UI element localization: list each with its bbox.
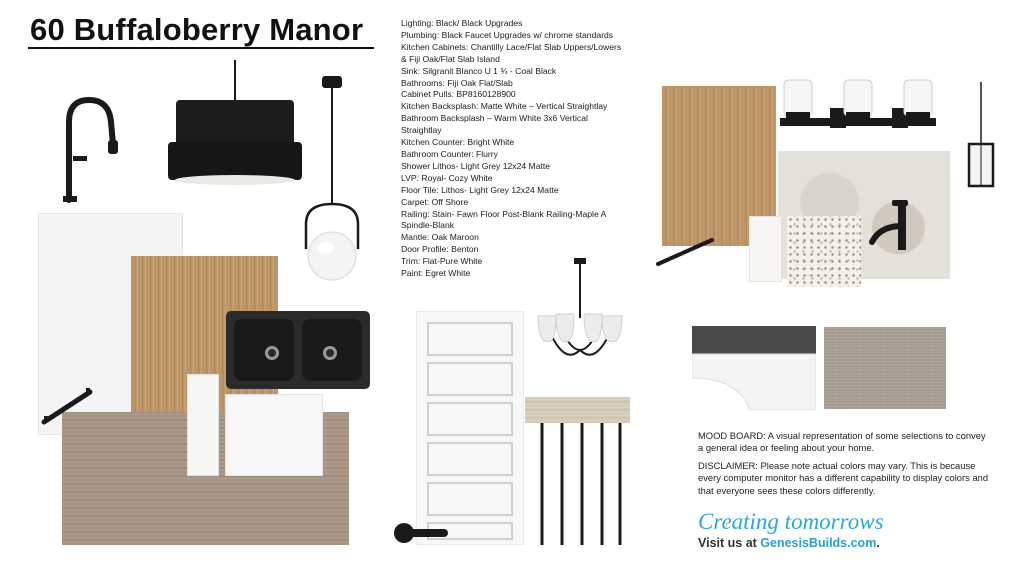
selection-item: Railing: Stain- Fawn Floor Post-Blank Railing-Maple A Spindle-Blank <box>401 208 606 231</box>
cabinet-pull-icon <box>38 384 96 428</box>
selection-item: Carpet: Off Shore <box>401 196 469 207</box>
warm-white-backsplash-swatch <box>749 216 782 282</box>
notes-block <box>698 430 990 502</box>
selection-item: Lighting: Black/ Black Upgrades <box>401 18 523 28</box>
selection-item: Shower Lithos- Light Grey 12x24 Matte <box>401 160 551 171</box>
selection-item: Kitchen Backsplash: Matte White – Vertical Straightlay <box>401 101 608 112</box>
selection-item: Bathroom Counter: Flurry <box>401 148 498 159</box>
selection-item: Trim: Flat-Pure White <box>401 256 483 267</box>
visit-prefix: Visit us at <box>698 536 761 550</box>
white-counter-swatch <box>225 394 323 476</box>
brand-tagline: Creating tomorrows <box>698 509 884 534</box>
mini-pendant-light-icon <box>966 82 996 188</box>
selection-item: LVP: Royal- Cozy White <box>401 172 493 183</box>
carpet-offshore-swatch <box>824 327 946 409</box>
disclaimer-note: DISCLAIMER: Please note actual colors may vary. This is because every computer monitor has a different capability to display colors and that everyone sees these colors differently. <box>698 459 989 496</box>
website-link[interactable]: GenesisBuilds.com <box>760 536 877 550</box>
brand-visit-line <box>698 536 880 550</box>
bathroom-cabinet-pull-icon <box>652 232 718 270</box>
visit-suffix: . <box>876 536 880 550</box>
selection-item: Floor Tile: Lithos- Light Grey 12x24 Matte <box>401 184 559 195</box>
railing-spindles-icon <box>528 423 628 545</box>
page-title: 60 Buffaloberry Manor <box>30 12 364 47</box>
baseboard-trim-swatch <box>692 326 816 410</box>
vanity-light-icon <box>780 78 936 136</box>
selections-list <box>401 18 623 280</box>
globe-pendant-light-icon <box>300 74 364 296</box>
mood-board-note: MOOD BOARD: A visual representation of some selections to convey a general idea or feeling about your home. <box>698 430 986 454</box>
selection-item: Kitchen Counter: Bright White <box>401 137 515 148</box>
selection-item: Bathroom Backsplash – Warm White 3x6 Vertical Straightlay <box>401 113 588 136</box>
selection-item: Plumbing: Black Faucet Upgrades w/ chrome standards <box>401 29 614 40</box>
bathroom-faucet-icon <box>862 196 924 252</box>
chandelier-light-icon <box>534 258 626 370</box>
railing-stain-swatch <box>525 397 630 423</box>
selection-item: Paint: Egret White <box>401 268 471 279</box>
kitchen-faucet-icon <box>55 92 125 204</box>
selection-item: Cabinet Pulls: BP8160128900 <box>401 89 516 100</box>
selection-item: Kitchen Cabinets: Chantilly Lace/Flat Slab Uppers/Lowers & Fiji Oak/Flat Slab Island <box>401 41 622 64</box>
door-lever-handle-icon <box>392 520 452 546</box>
interior-door-benton-icon <box>416 311 524 545</box>
selection-item: Door Profile: Benton <box>401 244 479 255</box>
title-underline <box>28 47 374 49</box>
black-kitchen-sink-icon <box>226 311 370 389</box>
white-backsplash-swatch <box>187 374 219 476</box>
selection-item: Mantle: Oak Maroon <box>401 232 479 243</box>
selection-item: Sink: Silgranit Blanco U 1 ¾ - Coal Black <box>401 65 557 76</box>
drum-pendant-light-icon <box>160 60 310 192</box>
selection-item: Bathrooms: Fiji Oak Flat/Slab <box>401 77 513 88</box>
flurry-counter-swatch <box>787 216 861 287</box>
